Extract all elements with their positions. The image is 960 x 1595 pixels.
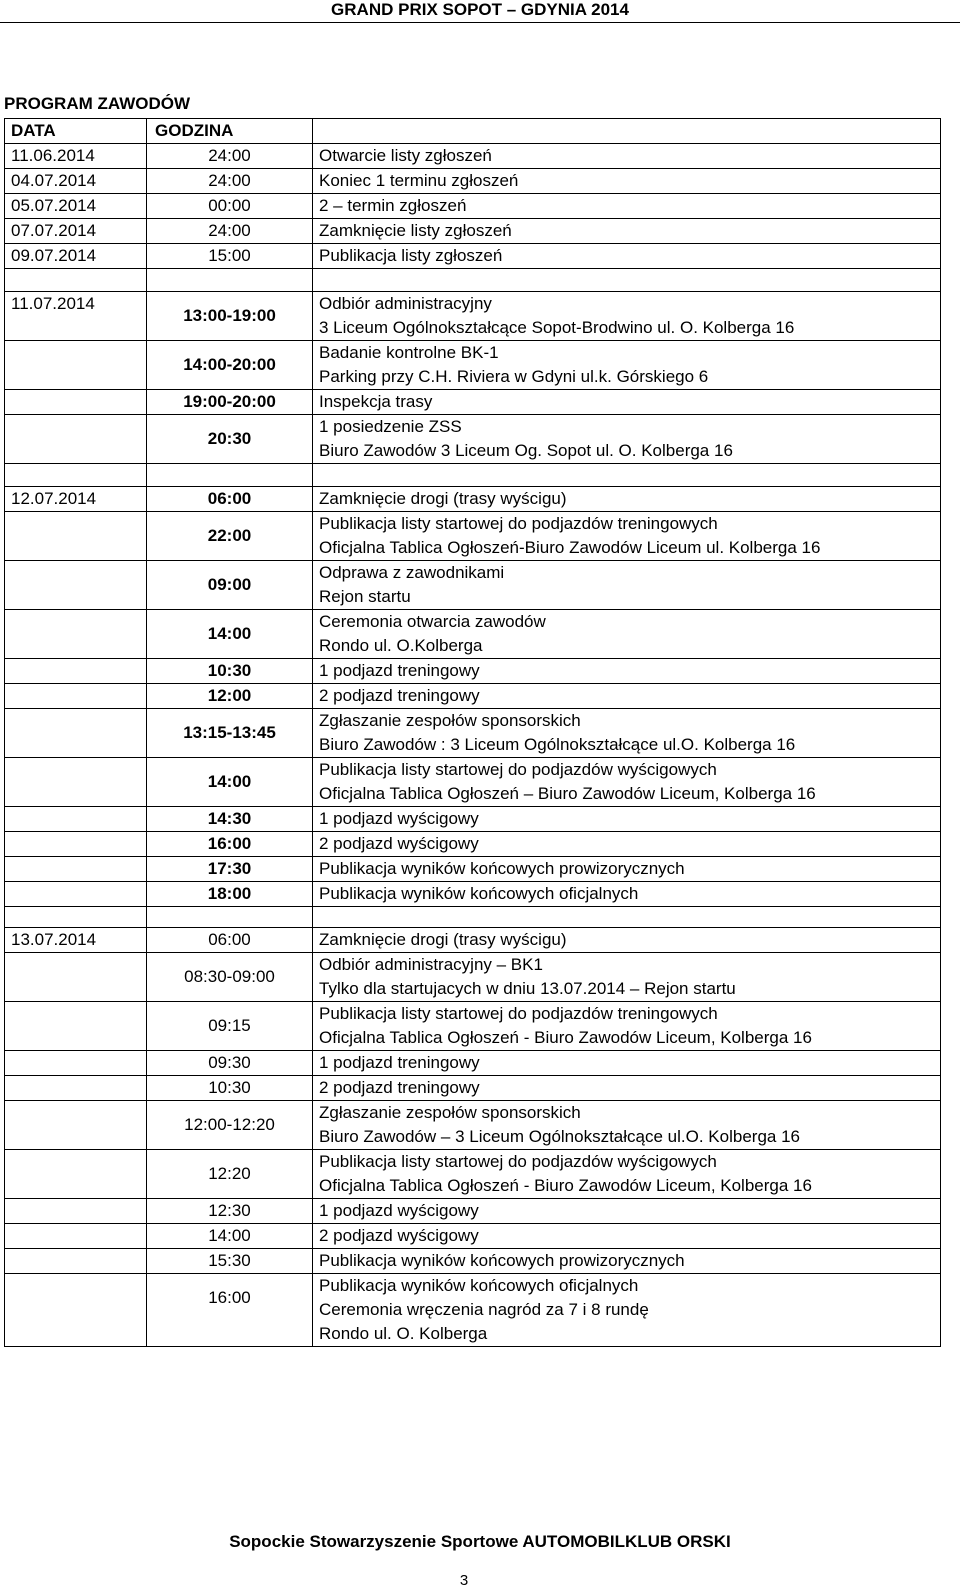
spacer-cell [147, 269, 313, 292]
event-line: Badanie kontrolne BK-1 [319, 343, 499, 362]
event-line: 2 podjazd wyścigowy [319, 834, 479, 853]
time-value: 22:00 [207, 526, 252, 545]
row-time [147, 610, 313, 659]
row-event [313, 659, 941, 684]
row-time [147, 292, 313, 341]
time-value: 15:30 [208, 1251, 251, 1270]
row-time [147, 659, 313, 684]
event-line: Rondo ul. O. Kolberga [319, 1324, 488, 1343]
table-row [5, 1101, 941, 1150]
row-event [313, 928, 941, 953]
table-row [5, 487, 941, 512]
event-line: Zgłaszanie zespołów sponsorskich [319, 711, 581, 730]
row-time [147, 758, 313, 807]
time-value: 12:20 [208, 1164, 251, 1183]
row-time [147, 244, 313, 269]
row-event [313, 758, 941, 807]
table-row [5, 415, 941, 464]
time-value: 14:00 [207, 772, 252, 791]
time-value: 14:30 [207, 809, 252, 828]
row-event [313, 292, 941, 341]
table-row [5, 857, 941, 882]
time-value: 09:30 [208, 1053, 251, 1072]
row-event [313, 832, 941, 857]
row-event [313, 882, 941, 907]
row-date [5, 832, 147, 857]
time-value: 09:15 [208, 1016, 251, 1035]
table-row [5, 1224, 941, 1249]
row-date [5, 1150, 147, 1199]
event-line: Biuro Zawodów : 3 Liceum Ogólnokształcące ul.O. Kolberga 16 [319, 735, 796, 754]
row-date [5, 882, 147, 907]
table-row [5, 610, 941, 659]
event-line: Publikacja wyników końcowych prowizorycznych [319, 1251, 685, 1270]
event-line: Oficjalna Tablica Ogłoszeń – Biuro Zawodów Liceum, Kolberga 16 [319, 784, 816, 803]
time-value: 16:00 [207, 834, 252, 853]
row-event [313, 1224, 941, 1249]
table-row [5, 1076, 941, 1101]
table-row [5, 561, 941, 610]
table-row [5, 390, 941, 415]
table-row [5, 1150, 941, 1199]
time-value: 13:00-19:00 [183, 306, 276, 325]
time-value: 00:00 [208, 196, 251, 215]
event-line: Zamknięcie drogi (trasy wyścigu) [319, 489, 567, 508]
row-date [5, 807, 147, 832]
row-event [313, 857, 941, 882]
event-line: 1 podjazd treningowy [319, 661, 480, 680]
row-time [147, 1249, 313, 1274]
event-line: Ceremonia wręczenia nagród za 7 i 8 rundę [319, 1300, 649, 1319]
page-header [0, 0, 960, 23]
time-value: 08:30-09:00 [184, 967, 275, 986]
row-time [147, 390, 313, 415]
row-date [5, 1101, 147, 1150]
event-line: Zgłaszanie zespołów sponsorskich [319, 1103, 581, 1122]
spacer-cell [5, 907, 147, 928]
table-header-row [5, 119, 941, 144]
table-row [5, 709, 941, 758]
row-time [147, 807, 313, 832]
header-event [313, 119, 941, 144]
spacer-cell [147, 907, 313, 928]
event-line: Oficjalna Tablica Ogłoszeń - Biuro Zawodów Liceum, Kolberga 16 [319, 1176, 812, 1195]
table-row [5, 169, 941, 194]
time-value: 24:00 [208, 146, 251, 165]
row-time [147, 1002, 313, 1051]
event-line: Biuro Zawodów – 3 Liceum Ogólnokształcące ul.O. Kolberga 16 [319, 1127, 800, 1146]
row-event [313, 169, 941, 194]
row-time [147, 169, 313, 194]
row-date: 11.07.2014 [5, 292, 147, 341]
row-event [313, 1249, 941, 1274]
event-line: Publikacja listy startowej do podjazdów treningowych [319, 514, 718, 533]
row-date [5, 341, 147, 390]
table-row [5, 194, 941, 219]
row-event [313, 953, 941, 1002]
row-time [147, 709, 313, 758]
row-time [147, 512, 313, 561]
event-line: Publikacja listy startowej do podjazdów treningowych [319, 1004, 718, 1023]
row-time [147, 1274, 313, 1347]
event-line: Otwarcie listy zgłoszeń [319, 146, 492, 165]
time-value: 12:30 [208, 1201, 251, 1220]
row-event [313, 561, 941, 610]
row-date: 05.07.2014 [5, 194, 147, 219]
time-value: 24:00 [208, 171, 251, 190]
row-event [313, 1150, 941, 1199]
row-event [313, 512, 941, 561]
time-value: 10:30 [207, 661, 252, 680]
event-line: Odbiór administracyjny – BK1 [319, 955, 543, 974]
spacer-cell [5, 464, 147, 487]
row-date: 11.06.2014 [5, 144, 147, 169]
row-time [147, 1224, 313, 1249]
row-event [313, 341, 941, 390]
row-date [5, 1199, 147, 1224]
row-event [313, 1274, 941, 1347]
time-value: 20:30 [207, 429, 252, 448]
row-date [5, 953, 147, 1002]
row-time [147, 882, 313, 907]
event-line: 1 podjazd wyścigowy [319, 1201, 479, 1220]
table-row [5, 244, 941, 269]
event-line: 2 podjazd treningowy [319, 1078, 480, 1097]
event-line: Rejon startu [319, 587, 411, 606]
event-line: Inspekcja trasy [319, 392, 433, 411]
event-line: Ceremonia otwarcia zawodów [319, 612, 546, 631]
event-line: Koniec 1 terminu zgłoszeń [319, 171, 519, 190]
time-value: 06:00 [207, 489, 252, 508]
time-value: 16:00 [208, 1288, 251, 1307]
row-event [313, 487, 941, 512]
row-time [147, 832, 313, 857]
spacer-row [5, 269, 941, 292]
table-row [5, 882, 941, 907]
event-line: Publikacja wyników końcowych oficjalnych [319, 884, 639, 903]
event-line: 1 posiedzenie ZSS [319, 417, 462, 436]
event-line: Odbiór administracyjny [319, 294, 492, 313]
row-time [147, 1101, 313, 1150]
table-row [5, 144, 941, 169]
time-value: 14:00 [207, 624, 252, 643]
row-event [313, 244, 941, 269]
time-value: 10:30 [208, 1078, 251, 1097]
row-date [5, 610, 147, 659]
event-line: Zamknięcie drogi (trasy wyścigu) [319, 930, 567, 949]
row-time [147, 1150, 313, 1199]
event-line: Odprawa z zawodnikami [319, 563, 505, 582]
row-date [5, 1249, 147, 1274]
event-line: Oficjalna Tablica Ogłoszeń-Biuro Zawodów Liceum ul. Kolberga 16 [319, 538, 821, 557]
event-line: Oficjalna Tablica Ogłoszeń - Biuro Zawodów Liceum, Kolberga 16 [319, 1028, 812, 1047]
program-table [4, 118, 941, 1347]
event-line: Rondo ul. O.Kolberga [319, 636, 483, 655]
row-time [147, 684, 313, 709]
time-value: 14:00-20:00 [183, 355, 276, 374]
row-date: 12.07.2014 [5, 487, 147, 512]
row-date [5, 709, 147, 758]
row-date [5, 684, 147, 709]
row-event [313, 1002, 941, 1051]
table-row [5, 807, 941, 832]
row-date [5, 390, 147, 415]
row-event [313, 144, 941, 169]
event-line: Biuro Zawodów 3 Liceum Og. Sopot ul. O. Kolberga 16 [319, 441, 733, 460]
event-line: Publikacja listy startowej do podjazdów wyścigowych [319, 1152, 717, 1171]
time-value: 14:00 [208, 1226, 251, 1245]
spacer-row [5, 464, 941, 487]
row-time [147, 487, 313, 512]
spacer-row [5, 907, 941, 928]
time-value: 18:00 [207, 884, 252, 903]
table-row [5, 1051, 941, 1076]
row-time [147, 561, 313, 610]
row-event [313, 684, 941, 709]
row-date [5, 1002, 147, 1051]
row-date [5, 561, 147, 610]
time-value: 24:00 [208, 221, 251, 240]
row-time [147, 1051, 313, 1076]
time-value: 13:15-13:45 [183, 723, 276, 742]
table-row [5, 219, 941, 244]
table-row [5, 1274, 941, 1347]
row-date: 13.07.2014 [5, 928, 147, 953]
table-row [5, 832, 941, 857]
event-line: 2 podjazd treningowy [319, 686, 480, 705]
row-date [5, 1224, 147, 1249]
time-value: 15:00 [208, 246, 251, 265]
event-line: 1 podjazd treningowy [319, 1053, 480, 1072]
event-line: Zamknięcie listy zgłoszeń [319, 221, 512, 240]
row-date [5, 512, 147, 561]
table-row [5, 659, 941, 684]
row-time [147, 415, 313, 464]
row-date [5, 758, 147, 807]
time-value: 19:00-20:00 [183, 392, 276, 411]
time-value: 12:00-12:20 [184, 1115, 275, 1134]
row-date: 07.07.2014 [5, 219, 147, 244]
row-event [313, 1101, 941, 1150]
footer-organizer: Sopockie Stowarzyszenie Sportowe AUTOMOBILKLUB ORSKI [229, 1532, 731, 1551]
row-time [147, 1076, 313, 1101]
time-value: 12:00 [207, 686, 252, 705]
event-line: Publikacja wyników końcowych prowizorycznych [319, 859, 685, 878]
spacer-cell [5, 269, 147, 292]
row-date: 04.07.2014 [5, 169, 147, 194]
row-time [147, 928, 313, 953]
event-line: Tylko dla startujacych w dniu 13.07.2014 – Rejon startu [319, 979, 736, 998]
table-row [5, 1002, 941, 1051]
table-row [5, 758, 941, 807]
row-event [313, 1199, 941, 1224]
table-row [5, 292, 941, 341]
program-table-body [5, 119, 941, 1347]
row-event [313, 709, 941, 758]
table-row [5, 1199, 941, 1224]
row-date [5, 415, 147, 464]
header-date: DATA [5, 119, 147, 144]
row-event [313, 219, 941, 244]
event-line: 3 Liceum Ogólnokształcące Sopot-Brodwino ul. O. Kolberga 16 [319, 318, 795, 337]
event-line: Publikacja listy startowej do podjazdów wyścigowych [319, 760, 717, 779]
spacer-cell [313, 907, 941, 928]
spacer-cell [313, 464, 941, 487]
event-line: Publikacja listy zgłoszeń [319, 246, 503, 265]
row-event [313, 1076, 941, 1101]
spacer-cell [147, 464, 313, 487]
event-line: Parking przy C.H. Riviera w Gdyni ul.k. Górskiego 6 [319, 367, 709, 386]
page-number: 3 [459, 1572, 469, 1589]
time-value: 17:30 [207, 859, 252, 878]
row-event [313, 1051, 941, 1076]
table-row [5, 1249, 941, 1274]
event-line: 2 podjazd wyścigowy [319, 1226, 479, 1245]
row-time [147, 953, 313, 1002]
spacer-cell [313, 269, 941, 292]
table-row [5, 512, 941, 561]
event-line: Publikacja wyników końcowych oficjalnych [319, 1276, 639, 1295]
row-time [147, 341, 313, 390]
row-event [313, 194, 941, 219]
row-date [5, 1274, 147, 1347]
row-event [313, 390, 941, 415]
row-date [5, 1051, 147, 1076]
time-value: 09:00 [207, 575, 252, 594]
row-date [5, 659, 147, 684]
row-time [147, 857, 313, 882]
row-date [5, 857, 147, 882]
table-row [5, 953, 941, 1002]
event-line: 1 podjazd wyścigowy [319, 809, 479, 828]
row-time [147, 194, 313, 219]
table-row [5, 684, 941, 709]
header-title: GRAND PRIX SOPOT – GDYNIA 2014 [331, 0, 629, 19]
row-date: 09.07.2014 [5, 244, 147, 269]
table-row [5, 341, 941, 390]
row-event [313, 610, 941, 659]
time-value: 06:00 [208, 930, 251, 949]
row-event [313, 807, 941, 832]
header-time: GODZINA [147, 119, 313, 144]
row-time [147, 144, 313, 169]
event-line: 2 – termin zgłoszeń [319, 196, 467, 215]
row-date [5, 1076, 147, 1101]
program-title: PROGRAM ZAWODÓW [4, 94, 191, 113]
row-event [313, 415, 941, 464]
row-time [147, 1199, 313, 1224]
row-time [147, 219, 313, 244]
table-row [5, 928, 941, 953]
